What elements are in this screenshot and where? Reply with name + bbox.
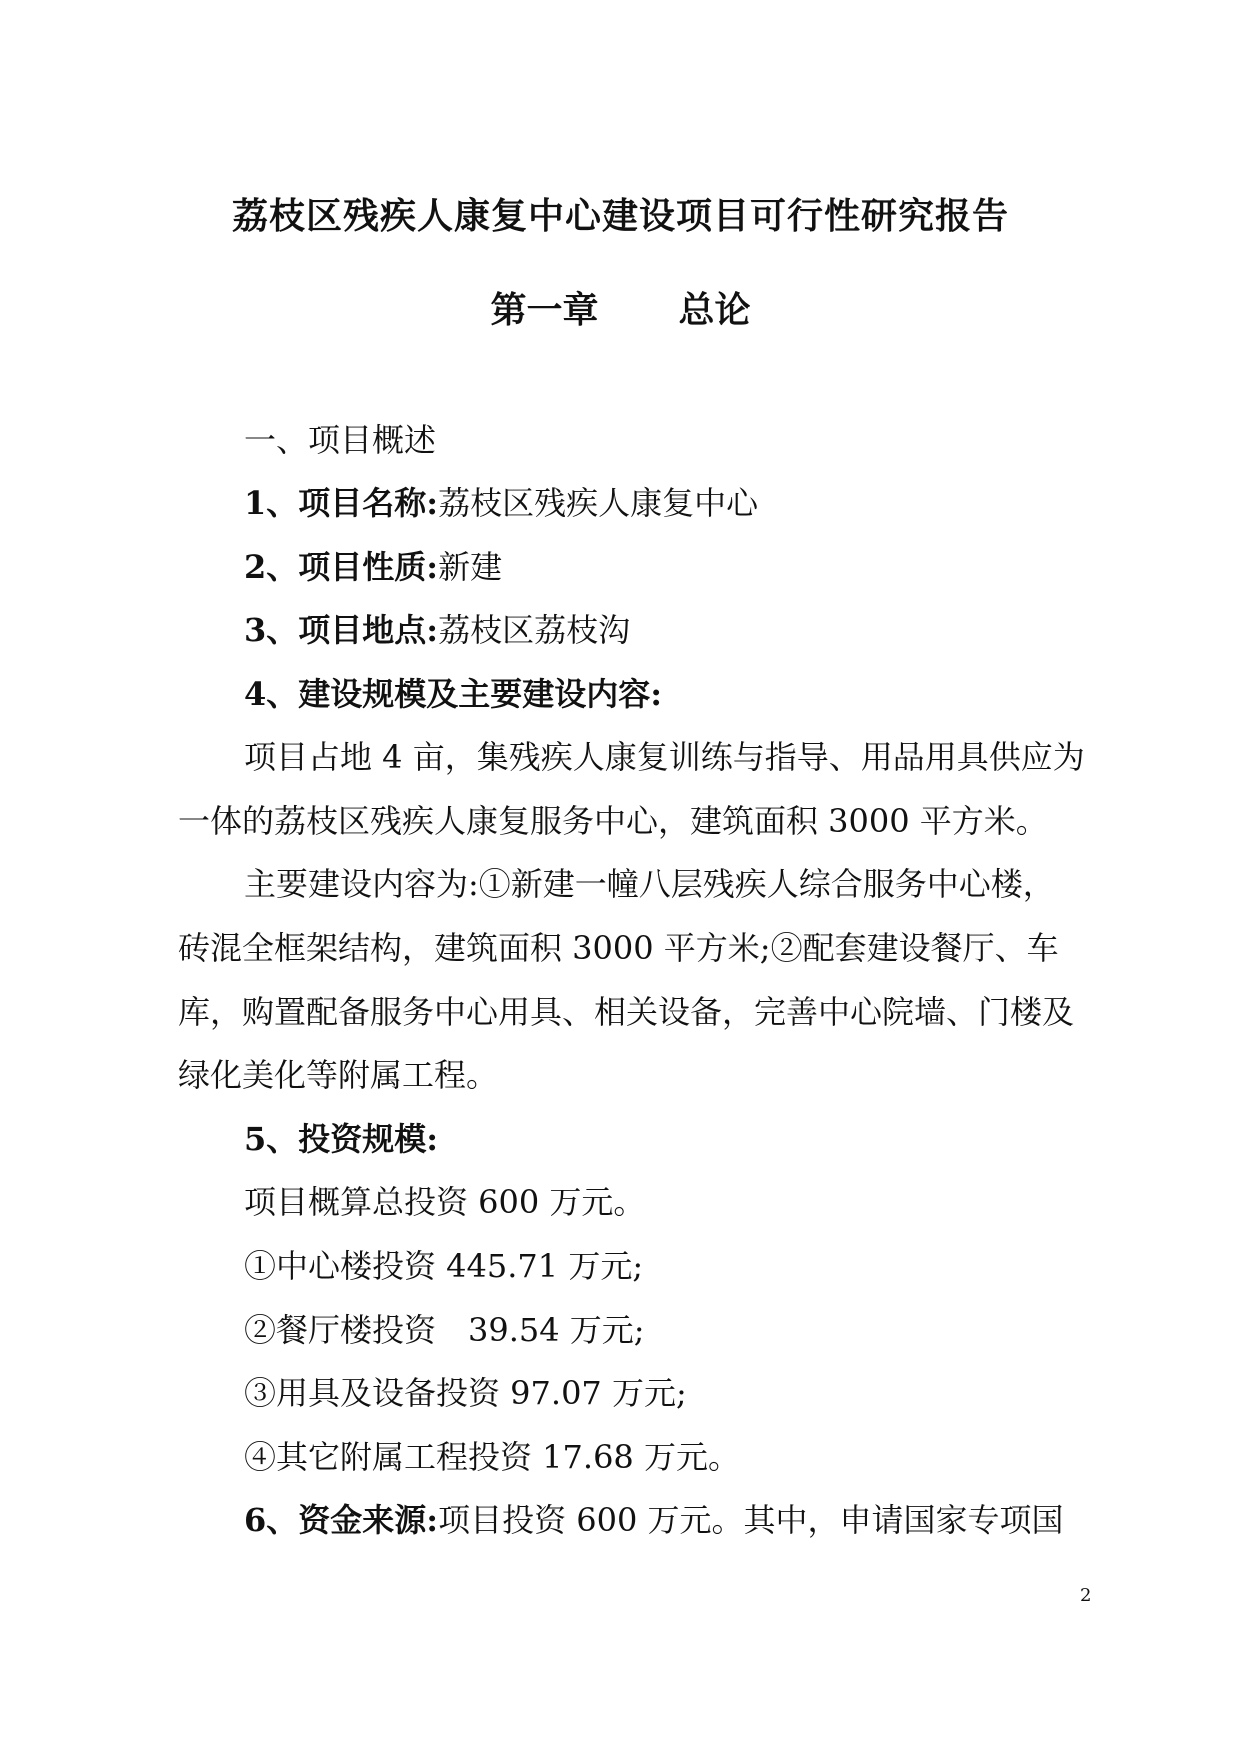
paragraph-line: 砖混全框架结构，建筑面积 3000 平方米;②配套建设餐厅、车 bbox=[178, 929, 1059, 967]
item-value: 荔枝区荔枝沟 bbox=[438, 611, 631, 649]
item4-heading: 4、建设规模及主要建设内容: bbox=[244, 675, 663, 713]
investment-line: 项目概算总投资 600 万元。 bbox=[244, 1183, 646, 1221]
section-heading: 一、项目概述 bbox=[244, 421, 437, 459]
paragraph-line: 绿化美化等附属工程。 bbox=[178, 1056, 499, 1094]
item-label: 3、项目地点: bbox=[244, 611, 439, 649]
item-label: 2、项目性质: bbox=[244, 548, 439, 586]
investment-line: ④其它附属工程投资 17.68 万元。 bbox=[244, 1438, 740, 1476]
chapter-heading bbox=[0, 286, 1241, 334]
item-project-nature bbox=[244, 545, 502, 589]
item-value: 项目投资 600 万元。其中，申请国家专项国 bbox=[438, 1501, 1064, 1539]
investment-line: ③用具及设备投资 97.07 万元; bbox=[244, 1374, 687, 1412]
paragraph-line: 库，购置配备服务中心用具、相关设备，完善中心院墙、门楼及 bbox=[178, 993, 1075, 1031]
investment-line: ①中心楼投资 445.71 万元; bbox=[244, 1247, 644, 1285]
item-label: 1、项目名称: bbox=[244, 484, 439, 522]
item5-heading: 5、投资规模: bbox=[244, 1120, 439, 1158]
item-project-name bbox=[244, 481, 758, 525]
paragraph-line: 一体的荔枝区残疾人康复服务中心，建筑面积 3000 平方米。 bbox=[178, 802, 1048, 840]
page-number: 2 bbox=[1080, 1585, 1092, 1606]
item-value: 新建 bbox=[438, 548, 503, 586]
chapter-number: 第一章 bbox=[490, 289, 599, 331]
paragraph-line: 项目占地 4 亩，集残疾人康复训练与指导、用品用具供应为 bbox=[244, 738, 1085, 776]
item-value: 荔枝区残疾人康复中心 bbox=[438, 484, 759, 522]
item6-funding bbox=[244, 1498, 1064, 1542]
item-project-location bbox=[244, 608, 630, 652]
paragraph-line: 主要建设内容为:①新建一幢八层残疾人综合服务中心楼， bbox=[244, 865, 1055, 903]
item-label: 6、资金来源: bbox=[244, 1501, 439, 1539]
investment-line: ②餐厅楼投资 39.54 万元; bbox=[244, 1311, 645, 1349]
document-title: 荔枝区残疾人康复中心建设项目可行性研究报告 bbox=[231, 195, 1009, 237]
chapter-name: 总论 bbox=[678, 289, 751, 331]
